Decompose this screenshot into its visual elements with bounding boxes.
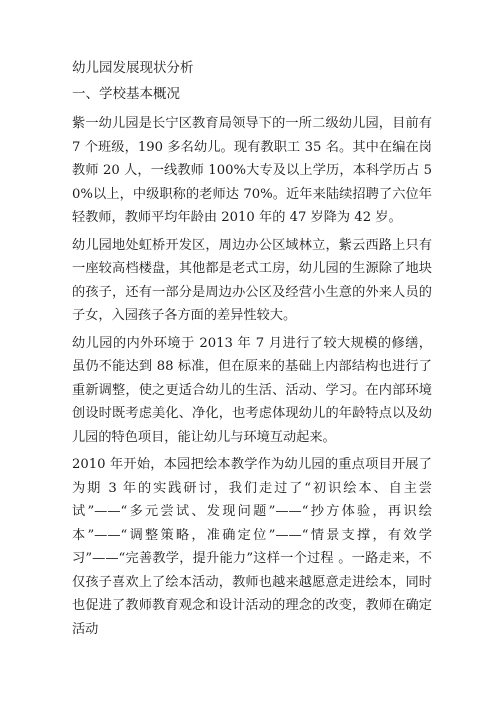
section-heading: 一、学校基本概况 (72, 86, 180, 102)
document-page (72, 58, 432, 645)
paragraph-school-overview: 紫一幼儿园是长宁区教育局领导下的一所二级幼儿园，目前有 7 个班级，190 多名幼儿。现有教职工 35 名。其中在编在岗教师 20 人，一线教师 100%大专及以上学历，本科学历占 50%以上，中级职称的老师达 70%。近年来陆续招聘了六位年轻教师，教师平均年龄由 2010 年的 47 岁降为 42 岁。 (72, 116, 432, 225)
paragraph-picture-book-teaching: 2010 年开始，本园把绘本教学作为幼儿园的重点项目开展了为期 3 年的实践研讨，我们走过了“初识绘本、自主尝试”——“多元尝试、发现问题”——“抄方体验，再识绘本”——“调整策略，准确定位”——“情景支撑，有效学习”——“完善教学，提升能力”这样一个过程 。一路走来，不仅孩子喜欢上了绘本活动，教师也越来越愿意走进绘本，同时也促进了教师教育观念和设计活动的理念的改变，教师在确定活动 (72, 457, 432, 637)
paragraph-environment: 幼儿园的内外环境于 2013 年 7 月进行了较大规模的修缮，虽仍不能达到 88 标准，但在原来的基础上内部结构也进行了重新调整，使之更适合幼儿的生活、活动、学习。在内部环境创设时既考虑美化、净化，也考虑体现幼儿的年龄特点以及幼儿园的特色项目，能让幼儿与环境互动起来。 (72, 335, 432, 445)
paragraph-location: 幼儿园地处虹桥开发区，周边办公区域林立，紫云西路上只有一座较高档楼盘，其他都是老式工房，幼儿园的生源除了地块的孩子，还有一部分是周边办公区及经营小生意的外来人员的子女，入园孩子各方面的差异性较大。 (72, 237, 432, 323)
document-title: 幼儿园发展现状分析 (72, 60, 194, 76)
